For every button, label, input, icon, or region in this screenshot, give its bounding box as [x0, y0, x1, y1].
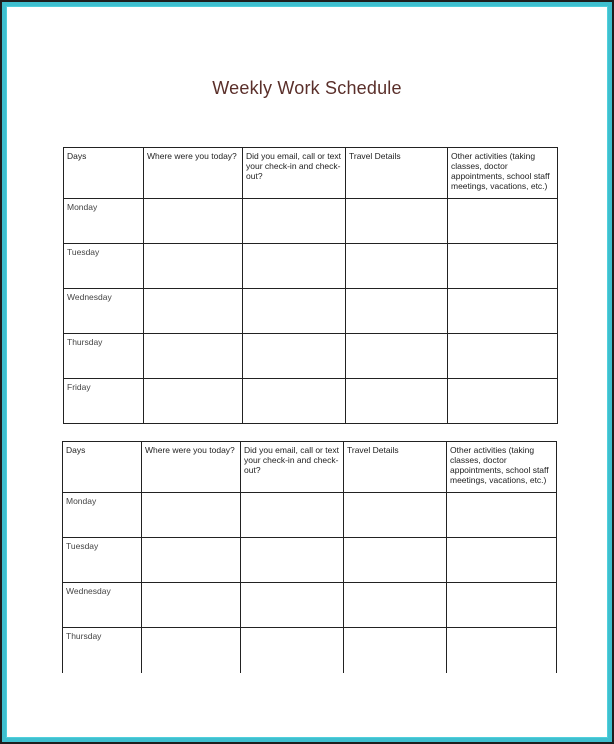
- day-label: Tuesday: [63, 538, 142, 583]
- checkin-cell[interactable]: [241, 538, 344, 583]
- table-row: [63, 538, 557, 583]
- checkin-cell[interactable]: [243, 334, 346, 379]
- where-cell[interactable]: [144, 289, 243, 334]
- checkin-cell[interactable]: [241, 493, 344, 538]
- table-row: [63, 583, 557, 628]
- header-where: Where were you today?: [144, 148, 243, 199]
- day-label: Tuesday: [64, 244, 144, 289]
- header-checkin: Did you email, call or text your check-in and check-out?: [243, 148, 346, 199]
- other-activities-cell[interactable]: [448, 379, 558, 424]
- schedule-table-week-2: [62, 441, 557, 673]
- checkin-cell[interactable]: [243, 199, 346, 244]
- travel-cell[interactable]: [346, 379, 448, 424]
- travel-cell[interactable]: [346, 244, 448, 289]
- day-label: Wednesday: [63, 583, 142, 628]
- other-activities-cell[interactable]: [448, 334, 558, 379]
- travel-cell[interactable]: [346, 199, 448, 244]
- other-activities-cell[interactable]: [447, 628, 557, 673]
- travel-cell[interactable]: [344, 583, 447, 628]
- header-other-activities: Other activities (taking classes, doctor appointments, school staff meetings, vacations, etc.): [447, 442, 557, 493]
- where-cell[interactable]: [144, 199, 243, 244]
- checkin-cell[interactable]: [243, 379, 346, 424]
- where-cell[interactable]: [144, 334, 243, 379]
- other-activities-cell[interactable]: [448, 244, 558, 289]
- checkin-cell[interactable]: [243, 244, 346, 289]
- where-cell[interactable]: [142, 583, 241, 628]
- header-days: Days: [64, 148, 144, 199]
- header-checkin: Did you email, call or text your check-in and check-out?: [241, 442, 344, 493]
- header-travel: Travel Details: [344, 442, 447, 493]
- table-row: [64, 244, 558, 289]
- travel-cell[interactable]: [344, 628, 447, 673]
- table-row: [64, 199, 558, 244]
- other-activities-cell[interactable]: [447, 583, 557, 628]
- header-other-activities: Other activities (taking classes, doctor appointments, school staff meetings, vacations, etc.): [448, 148, 558, 199]
- day-label: Thursday: [64, 334, 144, 379]
- where-cell[interactable]: [144, 244, 243, 289]
- page-title: Weekly Work Schedule: [212, 78, 402, 98]
- table-row: [64, 379, 558, 424]
- other-activities-cell[interactable]: [448, 289, 558, 334]
- table-row: [64, 289, 558, 334]
- day-label: Monday: [64, 199, 144, 244]
- schedule-table-week-1: [63, 147, 558, 424]
- checkin-cell[interactable]: [241, 583, 344, 628]
- other-activities-cell[interactable]: [447, 538, 557, 583]
- travel-cell[interactable]: [346, 289, 448, 334]
- table-row: [64, 334, 558, 379]
- checkin-cell[interactable]: [241, 628, 344, 673]
- travel-cell[interactable]: [346, 334, 448, 379]
- travel-cell[interactable]: [344, 493, 447, 538]
- where-cell[interactable]: [142, 538, 241, 583]
- other-activities-cell[interactable]: [448, 199, 558, 244]
- where-cell[interactable]: [142, 493, 241, 538]
- table-row: [63, 628, 557, 673]
- header-where: Where were you today?: [142, 442, 241, 493]
- header-days: Days: [63, 442, 142, 493]
- day-label: Monday: [63, 493, 142, 538]
- checkin-cell[interactable]: [243, 289, 346, 334]
- table-row: [63, 493, 557, 538]
- day-label: Friday: [64, 379, 144, 424]
- travel-cell[interactable]: [344, 538, 447, 583]
- where-cell[interactable]: [142, 628, 241, 673]
- table-header-row: [63, 442, 557, 493]
- table-header-row: [64, 148, 558, 199]
- where-cell[interactable]: [144, 379, 243, 424]
- header-travel: Travel Details: [346, 148, 448, 199]
- day-label: Thursday: [63, 628, 142, 673]
- day-label: Wednesday: [64, 289, 144, 334]
- other-activities-cell[interactable]: [447, 493, 557, 538]
